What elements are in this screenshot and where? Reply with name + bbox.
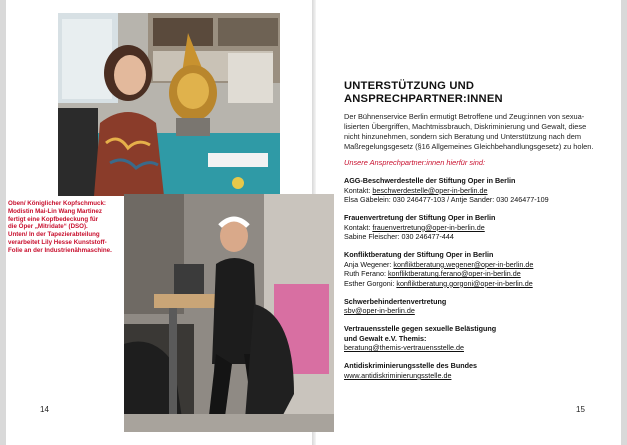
caption-line: Oben/ Königlicher Kopfschmuck: <box>8 200 106 207</box>
contact-block-agg <box>344 176 610 205</box>
contact-title: Konfliktberatung der Stiftung Oper in Berlin <box>344 250 494 260</box>
contacts-intro: Unsere Ansprechpartner:innen hierfür sind: <box>344 158 486 167</box>
contact-line <box>344 186 610 196</box>
contact-title: Frauenvertretung der Stiftung Oper in Berlin <box>344 213 496 223</box>
email-link[interactable]: sbv@oper-in-berlin.de <box>344 306 415 316</box>
contact-label: Kontakt: <box>344 185 373 195</box>
contact-line <box>344 306 610 316</box>
contact-line <box>344 260 610 270</box>
page-number-right: 15 <box>576 405 585 414</box>
contact-title: Schwerbehindertenvertretung <box>344 296 447 306</box>
email-link[interactable]: frauenvertretung@oper-in-berlin.de <box>372 222 485 232</box>
photo-upholsterer-sewing <box>124 194 334 432</box>
contact-line: Elsa Gäbelein: 030 246477-103 / Antje Sander: 030 246477-109 <box>344 195 549 204</box>
contact-line <box>344 269 610 279</box>
contact-block-frauenvertretung <box>344 213 610 242</box>
intro-line: Maßregelungsgesetz (§16 Allgemeines Gleichbehandlungsgesetz) zu holen. <box>344 142 594 151</box>
contact-block-sbv <box>344 297 610 316</box>
contact-label: Kontakt: <box>344 222 373 232</box>
heading-line: UNTERSTÜTZUNG UND <box>344 80 475 92</box>
contact-block-themis <box>344 324 610 353</box>
caption-line: verarbeitet Lily Hesse Kunststoff- <box>8 238 107 246</box>
contact-title: Antidiskriminierungsstelle des Bundes <box>344 361 478 371</box>
heading-line: ANSPRECHPARTNER:INNEN <box>344 92 503 105</box>
page-number-left: 14 <box>40 405 49 414</box>
section-heading <box>344 80 604 105</box>
intro-line: Der Bühnenservice Berlin ermutigt Betroffene und Zeug:innen von sexua- <box>344 112 585 121</box>
email-link[interactable]: konfliktberatung.ferano@oper-in-berlin.de <box>387 269 521 279</box>
contact-block-ads <box>344 361 610 380</box>
contacts-list <box>344 176 610 389</box>
caption-line: fertigt eine Kopfbedeckung für <box>8 215 99 223</box>
intro-line: lisierten Übergriffen, Machtmissbrauch, Diskriminierung und Gewalt, diese <box>344 122 587 131</box>
contact-line <box>344 371 610 381</box>
contact-line <box>344 343 610 353</box>
contact-label: Anja Wegener: <box>344 259 394 269</box>
caption-line: Modistin Mai-Lin Wang Martinez <box>8 207 102 215</box>
intro-line: nicht hinzunehmen, sondern sich Beratung und Unterstützung nach dem <box>344 132 582 141</box>
caption-line: Unten/ In der Tapezierabteilung <box>8 231 100 239</box>
contact-line <box>344 279 610 289</box>
contact-title: AGG-Beschwerdestelle der Stiftung Oper in Berlin <box>344 176 516 185</box>
email-link[interactable]: konfliktberatung.wegener@oper-in-berlin.de <box>393 259 534 269</box>
photo-caption <box>8 200 122 255</box>
photo-milliner-headpiece <box>58 13 280 196</box>
contact-label: Esther Gorgoni: <box>344 278 397 288</box>
contact-title: Vertrauensstelle gegen sexuelle Belästigung <box>344 324 497 334</box>
contact-title: und Gewalt e.V. Themis: <box>344 333 427 343</box>
contact-line: Sabine Fleischer: 030 246477-444 <box>344 232 454 242</box>
contact-line <box>344 223 610 233</box>
website-link[interactable]: www.antidiskriminierungsstelle.de <box>344 370 452 380</box>
contact-label: Ruth Ferano: <box>344 269 388 279</box>
email-link[interactable]: konfliktberatung.gorgoni@oper-in-berlin.de <box>396 278 533 288</box>
contact-block-konfliktberatung <box>344 250 610 288</box>
caption-line: Folie an der Industrienähmaschine. <box>8 246 112 254</box>
email-link[interactable]: beratung@themis-vertrauensstelle.de <box>344 343 464 353</box>
caption-line: die Oper „Mitridate“ (DSO). <box>8 223 88 231</box>
intro-paragraph <box>344 112 610 152</box>
email-link[interactable]: beschwerdestelle@oper-in-berlin.de <box>372 185 488 195</box>
